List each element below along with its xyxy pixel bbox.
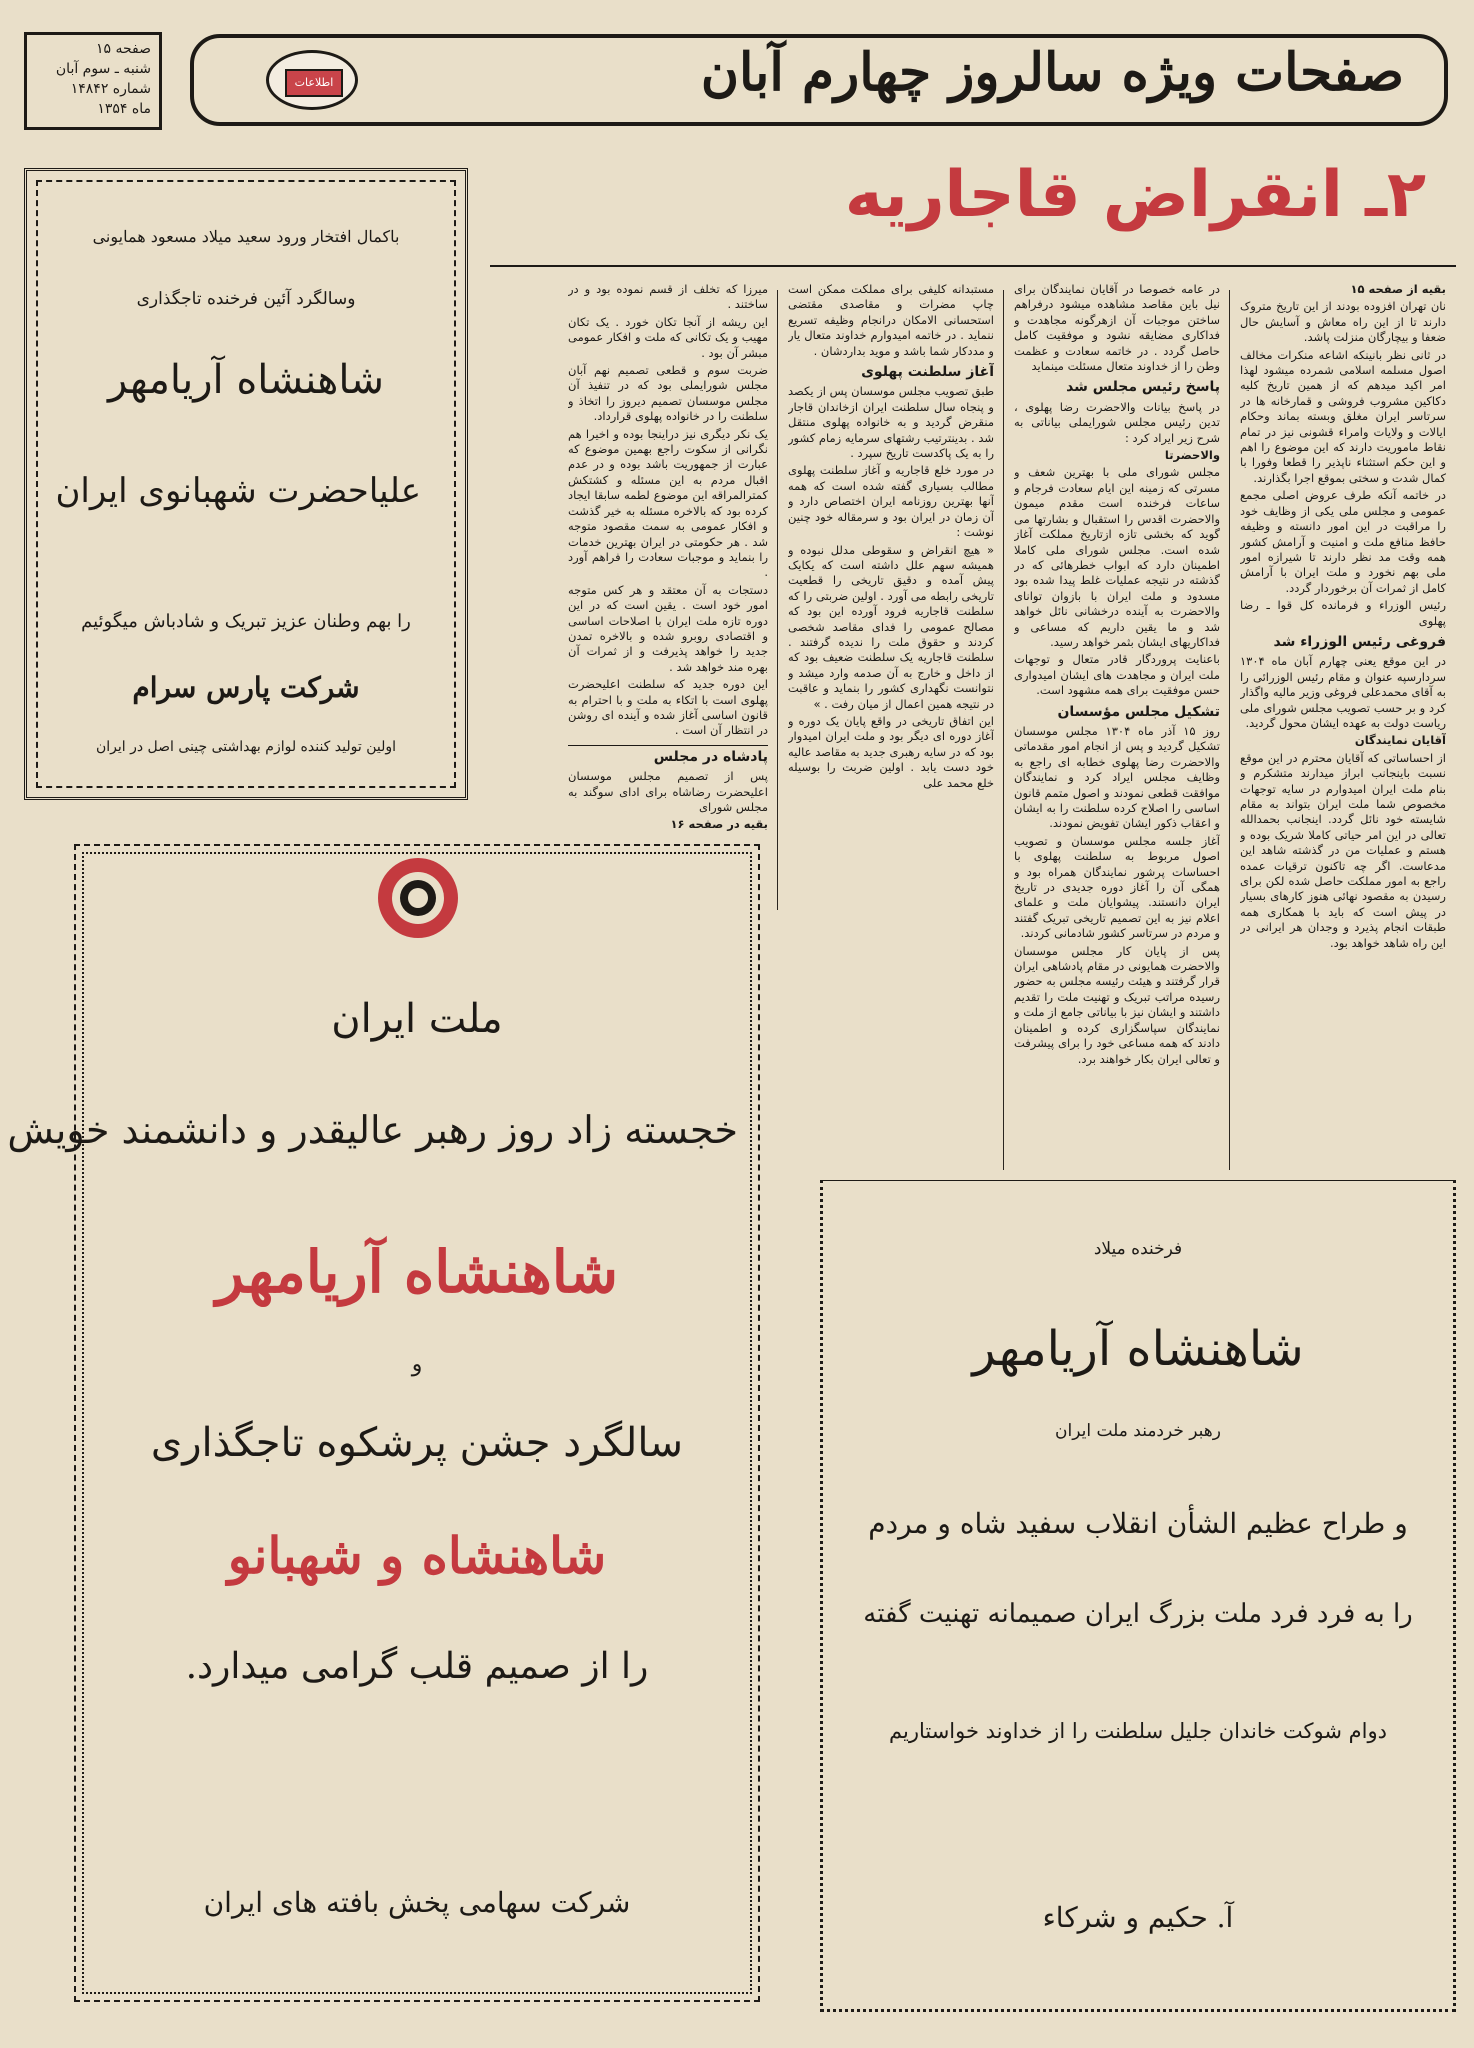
flower-emblem-icon — [374, 854, 462, 942]
paragraph: این دوره جدید که سلطنت اعلیحضرت پهلوی است با اتکاء به ملت و با احترام به قانون اساسی آغاز شده و آینده ای روشن در انتظار آن است . — [568, 677, 768, 738]
logo-text: اطلاعات — [285, 69, 343, 97]
subheading: فروغی رئیس الوزراء شد — [1273, 633, 1446, 650]
ad-pars-seram — [24, 168, 468, 800]
ad-name: علیاحضرت شهبانوی ایران — [55, 471, 421, 511]
column-rule — [1003, 290, 1004, 1170]
ad-name: شاهنشاه آریامهر — [107, 357, 385, 403]
paragraph: مستبدانه کلیفی برای مملکت ممکن است چاپ مضرات و مقاصدی مقتضی استحسانی الامکان درانجام وظیفه تسریع ننماید . در خاتمه امیدوارم خداوند متعال یار و مددکار شما باشد و موید بداردشان . — [788, 282, 994, 358]
paragraph: نان تهران افزوده بودند از این تاریخ متروک دارند تا از این راه معاش و آسایش حال ضعفا و بیچارگان منزلت پاشد. — [1240, 299, 1446, 345]
ad-hakim — [820, 1180, 1456, 2012]
paragraph: باعنایت پروردگار قادر متعال و توجهات ملت ایران و مجاهدت های ایشان امیدواری حسن موفقیت برای همه مشهود است. — [1014, 652, 1220, 698]
column-rule — [777, 290, 778, 910]
paragraph: در ثانی نظر بانینکه اشاعه منکرات مخالف اصول مسلمه اسلامی شمرده میشود لهذا امر اکید میدهم که از همین تاریخ کلیه دکاکین مشروب فروشی و قمارخانه ها در سرتاسر ایران مغلق وبسته بماند وحکام ایالات و ولایات وامراء قشونی نیز در تمام نقاط ماموریت دارند که این موضوع را اهم و این حکم استثناء ناپذیر را قطعا وفورا با کمال شدت و سختی بموقع اجرا بگذارند. — [1240, 347, 1446, 485]
ad-text: باکمال افتخار ورود سعید میلاد مسعود همایونی — [92, 227, 400, 246]
issue-month: ماه ۱۳۵۴ — [97, 101, 151, 117]
newspaper-logo — [266, 50, 358, 110]
ad-name: شاهنشاه آریامهر — [215, 1238, 619, 1306]
header-title: صفحات ویژه سالروز چهارم آبان — [700, 42, 1404, 103]
ad-text: را از صمیم قلب گرامی میدارد. — [185, 1646, 649, 1687]
paragraph: دستجات به آن معتقد و هر کس متوجه امور خود است . یقین است که در این دوره تازه ملت ایران با اصلاحات اساسی و اقتصادی روبرو شده و بالاخره تمدن جدید را خواهد پذیرفت و از ثمرات آن بهره مند خواهد شد . — [568, 582, 768, 674]
issue-date: شنبه ـ سوم آبان — [55, 61, 151, 77]
paragraph: پس از تصمیم مجلس موسسان اعلیحضرت رضاشاه برای ادای سوگند به مجلس شورای — [568, 769, 768, 814]
ad-text: و — [411, 1352, 423, 1377]
title-divider — [490, 265, 1456, 267]
ad-text: وسالگرد آئین فرخنده تاجگذاری — [136, 289, 356, 309]
ad-name: شاهنشاه و شهبانو — [227, 1526, 607, 1585]
paragraph: طبق تصویب مجلس موسسان پس از یکصد و پنجاه سال سلطنت ایران ازخاندان قاجار منقرض گردید و به خانواده پهلوی منتقل شد . بدینترتیب رشتهای سرمایه زمام کشور را به یک پاکدست تاریخ سپرد . — [788, 384, 994, 461]
article-title: ۲ـ انقراض قاجاریه — [844, 158, 1426, 232]
paragraph: این ریشه از آنجا تکان خورد . یک تکان مهیب و یک تکانی که ملت و افکار عمومی مبشر آن بود . — [568, 314, 768, 360]
issue-number: شماره ۱۴۸۴۲ — [70, 81, 151, 97]
ad-text: ملت ایران — [331, 996, 503, 1042]
subheading: تشکیل مجلس مؤسسان — [1057, 703, 1220, 720]
continuation-note: بقیه در صفحه ۱۶ — [670, 817, 768, 832]
ad-tagline: اولین تولید کننده لوازم بهداشتی چینی اصل در ایران — [95, 739, 397, 755]
paragraph: روز ۱۵ آذر ماه ۱۳۰۴ مجلس موسسان تشکیل گردید و پس از انجام امور مقدماتی والاحضرت رضا پهلوی خطابه ای راجع به وظایف مجلس ایراد کرد و نمایندگان موافقت قطعی نمودند و اصول متمم قانون اساسی را اصلاح کرده سلطنت را به ایشان و اعقاب ذکور ایشان تفویض نمودند. — [1014, 723, 1220, 831]
paragraph: « هیچ انقراض و سقوطی مدلل نبوده و همیشه سهم علل داشته است که یکایک پیش آمده و دقیق تاریخی را قطعیت تاریخی رابطه می آورد . اولین ضربتی را که سلطنت قاجاریه فرود آورده این بود که مصالح عمومی را فدای مقاصد شخصی کردند و حقوق ملت را ندیده گرفتند . سلطنت قاجاریه یک سلطنت ضعیف بود که از داخل و خارج به آن صدمه وارد میشد و نتوانست نگهداری کشور را بنماید و عاقبت در نتیجه همین اعمال از میان رفت . » — [788, 542, 994, 711]
ad-text: رهبر خردمند ملت ایران — [1055, 1421, 1221, 1441]
paragraph: آغاز جلسه مجلس موسسان و تصویب اصول مربوط به سلطنت پهلوی با احساسات پرشور نمایندگان همراه بود و همگی آن را آغاز دوره جدیدی در تاریخ ایران دانستند. پیشوایان ملت و علمای اعلام نیز به این تصمیم تاریخی تبریک گفتند و مردم در سرتاسر کشور شادمانی کردند. — [1014, 833, 1220, 941]
article-column-2 — [1014, 282, 1220, 1172]
ad-name: شاهنشاه آریامهر — [972, 1321, 1304, 1377]
ad-company: شرکت پارس سرام — [132, 671, 360, 704]
page-number: صفحه ۱۵ — [95, 41, 151, 57]
ad-text: فرخنده میلاد — [1093, 1239, 1183, 1259]
continuation-note: بقیه از صفحه ۱۵ — [1350, 282, 1446, 296]
article-column-1 — [1240, 282, 1446, 1172]
page-info-box — [24, 32, 162, 130]
paragraph: این اتفاق تاریخی در واقع پایان یک دوره و آغاز دوره ای دیگر بود و ملت ایران امیدوار بود که در سایه رهبری جدید به مقاصد عالیه خود دست یابد . اولین ضربت را بوسیله خلع محمد علی — [788, 713, 994, 790]
article-column-4 — [568, 282, 768, 912]
ad-text: خجسته زاد روز رهبر عالیقدر و دانشمند خویش — [7, 1108, 738, 1152]
ad-text: دوام شوکت خاندان جلیل سلطنت را از خداوند خواستاریم — [889, 1719, 1387, 1743]
paragraph: میرزا که تخلف از قسم نموده بود و در ساختند . — [568, 282, 768, 312]
ad-company: آ. حکیم و شرکاء — [1042, 1901, 1234, 1934]
paragraph: در عامه خصوصا در آقایان نمایندگان برای نیل باین مقاصد مشاهده میشود درفراهم ساختن موجبات آن ازهرگونه مجاهدت و فداکاری مضایقه نشود و موفقیت کامل حاصل گردد . در خاتمه سعادت و عظمت وطن را از خداوند متعال مسئلت مینماید — [1014, 282, 1220, 374]
paragraph: از احساساتی که آقایان محترم در این موقع نسبت باینجانب ابراز میدارند متشکرم و بنام ملت ایران امیدوارم در سایه توجهات مخصوص شما ملت ایران بتواند به مقام شایسته خود نائل گردد. اینجانب بحمدالله تعالی در این امر حیاتی کاملا شریک بوده و هستم و عملیات من در گذشته شاهد این مدعاست. اگر چه تاکنون ترقیات عمده راجع به امور مملکت حاصل شده لکن برای رسیدن به مقصود نهائی هنوز کارهای بسیار در پیش است که باید با همکاری همه طبقات انجام پذیرد و وجدان هر ایرانی در این راه شاهد خواهد بود. — [1240, 750, 1446, 950]
paragraph: یک نکر دیگری نیز دراینجا بوده و اخیرا هم نگرانی از سکوت راجع بهمین موضوع که عبارت از جمهوریت باشد بوده و در عدم اقبال مردم به این مسئله و کشتکش کمترالمراقه این موضوع لطمه سابقا ایجاد کرده بود که بالاخره مسئله به خیر گذشت و افکار عمومی به سمت مقصود متوجه شد . هر حکومتی در ایران بهترین خدمات را بنماید و موجبات سعادت را فراهم آورد . — [568, 426, 768, 580]
ad-baft-iran — [7, 844, 760, 2002]
subheading: آغاز سلطنت پهلوی — [861, 364, 994, 381]
paragraph: آقایان نمایندگان — [1354, 733, 1446, 748]
paragraph: والاحضرتا — [1164, 448, 1220, 463]
paragraph: ضربت سوم و قطعی تصمیم نهم آبان مجلس شورایملی بود که در تنفیذ آن مجلس موسسان تصمیم دیروز را اتخاذ و سلطنت را در خانواده پهلوی قرارداد. — [568, 363, 768, 424]
column-rule — [1229, 290, 1230, 1170]
paragraph: رئیس الوزراء و فرمانده کل قوا ـ رضا پهلوی — [1240, 598, 1446, 628]
paragraph: پس از پایان کار مجلس موسسان والاحضرت همایونی در مقام پادشاهی ایران قرار گرفتند و هیئت رئیسه مجلس به حضور رسیده مراتب تبریک و تهنیت ملت را تقدیم داشتند و ایشان نیز با بیاناتی جامع از ملت و نمایندگان سپاسگزاری کرده و اطمینان دادند که همه مساعی خود را برای پیشرفت و تعالی ایران بکار خواهند برد. — [1014, 943, 1220, 1066]
ad-text: و طراح عظیم الشأن انقلاب سفید شاه و مردم — [868, 1507, 1408, 1540]
ad-text: را به فرد فرد ملت بزرگ ایران صمیمانه تهنیت گفته — [863, 1599, 1413, 1629]
ad-company: شرکت سهامی پخش بافته های ایران — [203, 1886, 631, 1919]
paragraph: در پاسخ بیانات والاحضرت رضا پهلوی ، تدین رئیس مجلس شورایملی بیاناتی به شرح زیر ایراد کرد : — [1014, 399, 1220, 445]
paragraph: مجلس شورای ملی با بهترین شعف و مسرتی که زمینه این ایام سعادت فرجام و ساعات فرخنده است مقدم میمون والاحضرت اقدس را استقبال و بشارتها می گوید که بخشی تازه ازتاریخ مملکت آغاز شده است. مجلس شورای ملی کاملا اطمینان دارد که ابواب خطرهائی که در گذشته در نتیجه عملیات غلط پیدا شده بود مسدود و ملت ایران با بازوان توانای والاحضرت به آینده درخشانی نائل خواهد شد و ما یقین داریم که مساعی و فداکاریهای ایشان بثمر خواهد رسید. — [1014, 465, 1220, 649]
ad-text: را بهم وطنان عزیز تبریک و شادباش میگوئیم — [81, 611, 411, 632]
subheading: پادشاه در مجلس — [568, 745, 768, 765]
paragraph: در مورد خلع قاجاریه و آغاز سلطنت پهلوی مطالب بسیاری گفته شده است که همه آنها بهترین روزنامه ایران اختصاص دارد و آن زمان در ایران بود و سرمقاله خود چنین نوشت : — [788, 463, 994, 540]
article-column-3 — [788, 282, 994, 912]
ad-text: سالگرد جشن پرشکوه تاجگذاری — [150, 1420, 684, 1466]
paragraph: در این موقع یعنی چهارم آبان ماه ۱۳۰۴ سردارسپه عنوان و مقام رئیس الوزرائی را به آقای محمدعلی فروغی وزیر مالیه واگذار کرد و بر حسب تصویب مجلس شورای ملی ریاست دولت به عهده ایشان محول گردید. — [1240, 654, 1446, 730]
paragraph: در خاتمه آنکه طرف عروض اصلی مجمع عمومی و مجلس ملی یکی از وظایف خود را مراقبت در این امور دانسته و وظیفه حافظ منافع ملت و امنیت و آرامش کشور همه وقت مد نظر دارند تا شیرازه امور ملی بهم نخورد و ملت ایران با آرامش کامل از ثمرات آن برخوردار گردد. — [1240, 488, 1446, 595]
header-banner — [190, 34, 1448, 126]
subheading: پاسخ رئیس مجلس شد — [1066, 379, 1220, 396]
